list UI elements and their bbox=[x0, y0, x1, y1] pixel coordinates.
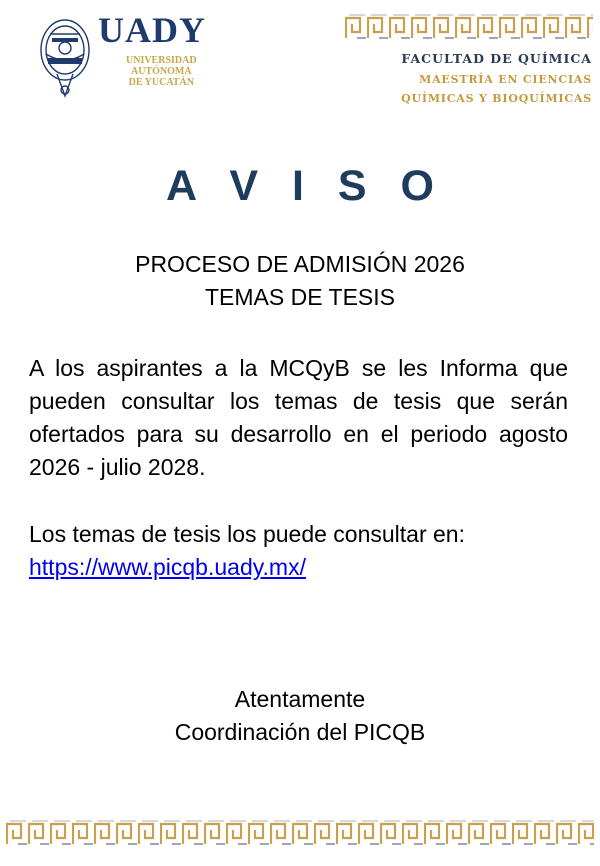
program-line-2: QUÍMICAS Y BIOQUÍMICAS bbox=[401, 92, 592, 105]
greek-fret-border-icon bbox=[345, 12, 593, 42]
uady-subtitle-line: DE YUCATÁN bbox=[128, 77, 194, 88]
consult-paragraph bbox=[29, 518, 568, 584]
consult-text: Los temas de tesis los puede consultar en: bbox=[29, 521, 465, 547]
program-line-1: MAESTRÍA EN CIENCIAS bbox=[419, 73, 592, 86]
faculty-title: FACULTAD DE QUÍMICA bbox=[401, 51, 592, 66]
picqb-website-link[interactable]: https://www.picqb.uady.mx/ bbox=[29, 554, 306, 580]
greek-fret-border-icon bbox=[6, 818, 594, 848]
uady-subtitle-line: AUTÓNOMA bbox=[131, 66, 192, 77]
uady-seal-logo bbox=[38, 14, 92, 102]
closing-signature: Coordinación del PICQB bbox=[174, 719, 426, 745]
closing-regards: Atentamente bbox=[234, 686, 366, 712]
uady-subtitle-line: UNIVERSIDAD bbox=[126, 55, 197, 66]
uady-wordmark: UADY bbox=[98, 10, 206, 50]
notice-title: A V I S O bbox=[166, 162, 445, 210]
notice-subtitle-1: PROCESO DE ADMISIÓN 2026 bbox=[135, 251, 465, 277]
uady-subtitle bbox=[126, 55, 197, 88]
notice-subtitle-2: TEMAS DE TESIS bbox=[204, 284, 395, 310]
notice-paragraph: A los aspirantes a la MCQyB se les Informa que pueden consultar los temas de tesis que serán ofertados para su desarrollo en el periodo agosto 2026 - julio 2028. bbox=[29, 355, 568, 480]
